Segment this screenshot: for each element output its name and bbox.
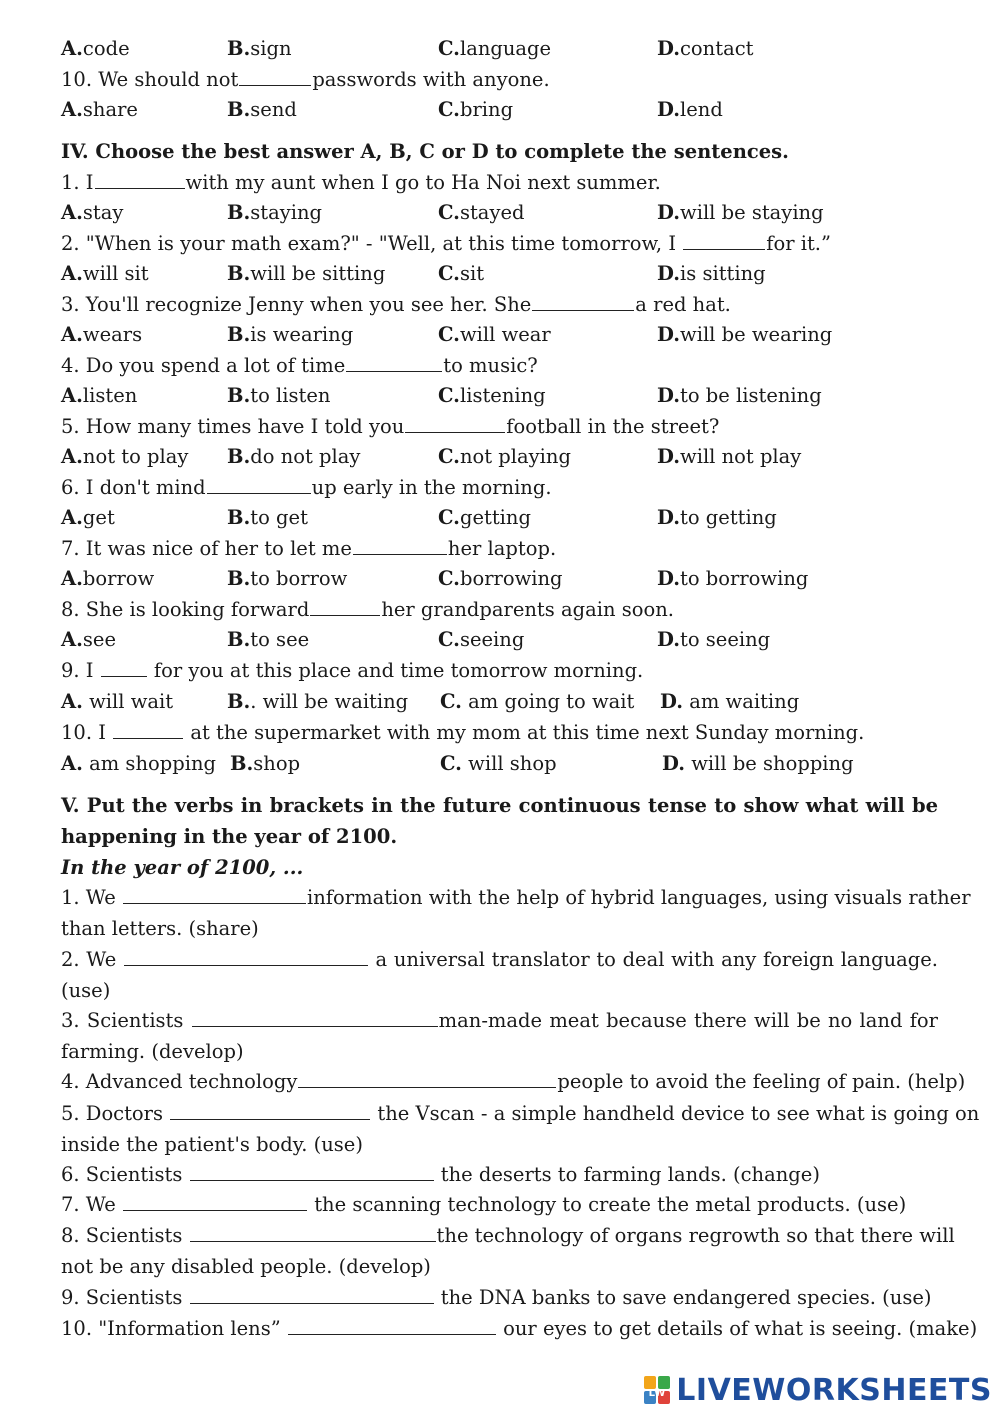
option-c[interactable]: C.language xyxy=(438,37,552,60)
s4-question-10: 10. I at the supermarket with my mom at this time next Sunday morning. xyxy=(61,718,864,748)
answer-blank[interactable] xyxy=(124,945,368,966)
s4-question-4: 4. Do you spend a lot of time to music? xyxy=(61,351,538,381)
answer-blank[interactable] xyxy=(123,883,306,904)
answer-blank[interactable] xyxy=(683,229,765,250)
answer-blank[interactable] xyxy=(310,595,380,616)
s4-question-5: 5. How many times have I told you football in the street? xyxy=(61,412,719,442)
option-d[interactable]: D.lend xyxy=(657,98,723,121)
s5-question-3: 3. Scientists man-made meat because there will be no land for xyxy=(61,1006,938,1036)
answer-blank[interactable] xyxy=(123,1190,307,1211)
option-a[interactable]: A.share xyxy=(61,98,138,121)
answer-blank[interactable] xyxy=(239,65,311,86)
s5-question-9: 9. Scientists the DNA banks to save endangered species. (use) xyxy=(61,1283,932,1313)
s4-question-1: 1. I with my aunt when I go to Ha Noi next summer. xyxy=(61,168,661,198)
option-c[interactable]: C. am going to wait xyxy=(440,690,635,713)
option-a[interactable]: A.get xyxy=(61,506,115,529)
s5-question-1-cont: than letters. (share) xyxy=(61,917,259,940)
option-b[interactable]: B.to borrow xyxy=(227,567,348,590)
option-d[interactable]: D. am waiting xyxy=(660,690,800,713)
s4-question-9: 9. I for you at this place and time tomorrow morning. xyxy=(61,656,643,686)
option-b[interactable]: B.to get xyxy=(227,506,308,529)
option-b[interactable]: B.to listen xyxy=(227,384,331,407)
option-d[interactable]: D. will be shopping xyxy=(662,752,854,775)
option-b[interactable]: B.is wearing xyxy=(227,323,354,346)
s4-question-6: 6. I don't mind up early in the morning. xyxy=(61,473,552,503)
answer-blank[interactable] xyxy=(532,290,634,311)
s5-question-1: 1. We information with the help of hybrid languages, using visuals rather xyxy=(61,883,938,913)
answer-blank[interactable] xyxy=(190,1160,434,1181)
s5-question-2: 2. We a universal translator to deal with any foreign language. xyxy=(61,945,938,975)
answer-blank[interactable] xyxy=(190,1283,434,1304)
answer-blank[interactable] xyxy=(298,1067,556,1088)
option-b[interactable]: B.staying xyxy=(227,201,323,224)
answer-blank[interactable] xyxy=(288,1314,496,1335)
option-d[interactable]: D.contact xyxy=(657,37,754,60)
option-d[interactable]: D.to be listening xyxy=(657,384,822,407)
option-a[interactable]: A.stay xyxy=(61,201,124,224)
liveworksheets-logo[interactable] xyxy=(644,1373,992,1407)
option-c[interactable]: C. will shop xyxy=(440,752,557,775)
answer-blank[interactable] xyxy=(113,718,183,739)
s5-question-10: 10. "Information lens” our eyes to get details of what is seeing. (make) xyxy=(61,1314,977,1344)
option-a[interactable]: A. am shopping xyxy=(61,752,216,775)
option-b[interactable]: B.will be sitting xyxy=(227,262,386,285)
s5-question-8: 8. Scientists the technology of organs regrowth so that there will xyxy=(61,1221,938,1251)
answer-blank[interactable] xyxy=(192,1006,438,1027)
option-d[interactable]: D.is sitting xyxy=(657,262,766,285)
option-d[interactable]: D.to borrowing xyxy=(657,567,809,590)
option-a[interactable]: A.code xyxy=(61,37,130,60)
option-a[interactable]: A.listen xyxy=(61,384,138,407)
option-b[interactable]: B.sign xyxy=(227,37,292,60)
option-c[interactable]: C.bring xyxy=(438,98,514,121)
answer-blank[interactable] xyxy=(101,656,147,677)
option-c[interactable]: C.getting xyxy=(438,506,531,529)
s4-question-3: 3. You'll recognize Jenny when you see her. She a red hat. xyxy=(61,290,731,320)
section-4-title: IV. Choose the best answer A, B, C or D to complete the sentences. xyxy=(61,140,789,163)
option-d[interactable]: D.will be staying xyxy=(657,201,824,224)
s5-question-7: 7. We the scanning technology to create the metal products. (use) xyxy=(61,1190,906,1220)
option-b[interactable]: B.do not play xyxy=(227,445,361,468)
option-c[interactable]: C.borrowing xyxy=(438,567,563,590)
liveworksheets-mark-icon xyxy=(644,1376,670,1404)
answer-blank[interactable] xyxy=(346,351,442,372)
s5-question-5: 5. Doctors the Vscan - a simple handheld device to see what is going on xyxy=(61,1099,938,1129)
s5-question-4: 4. Advanced technology people to avoid the feeling of pain. (help) xyxy=(61,1067,965,1097)
question-prev10: 10. We should not passwords with anyone. xyxy=(61,65,550,95)
option-c[interactable]: C.will wear xyxy=(438,323,551,346)
logo-text: LIVEWORKSHEETS xyxy=(676,1372,992,1408)
answer-blank[interactable] xyxy=(207,473,311,494)
section-5-intro: In the year of 2100, ... xyxy=(61,856,304,879)
s5-question-5-cont: inside the patient's body. (use) xyxy=(61,1133,363,1156)
option-d[interactable]: D.to getting xyxy=(657,506,777,529)
option-c[interactable]: C.stayed xyxy=(438,201,525,224)
option-b[interactable]: B.send xyxy=(227,98,297,121)
s5-question-2-cont: (use) xyxy=(61,979,111,1002)
option-c[interactable]: C.not playing xyxy=(438,445,571,468)
option-a[interactable]: A.see xyxy=(61,628,117,651)
option-a[interactable]: A.wears xyxy=(61,323,143,346)
option-b[interactable]: B.. will be waiting xyxy=(227,690,409,713)
option-c[interactable]: C.seeing xyxy=(438,628,525,651)
s5-question-8-cont: not be any disabled people. (develop) xyxy=(61,1255,431,1278)
option-a[interactable]: A. will wait xyxy=(61,690,174,713)
answer-blank[interactable] xyxy=(170,1099,370,1120)
answer-blank[interactable] xyxy=(405,412,505,433)
option-a[interactable]: A.not to play xyxy=(61,445,189,468)
s4-question-7: 7. It was nice of her to let me her laptop. xyxy=(61,534,556,564)
option-b[interactable]: B.shop xyxy=(230,752,301,775)
s4-question-8: 8. She is looking forward her grandparents again soon. xyxy=(61,595,674,625)
option-b[interactable]: B.to see xyxy=(227,628,310,651)
s4-question-2: 2. "When is your math exam?" - "Well, at this time tomorrow, I for it.” xyxy=(61,229,831,259)
section-5-title-line2: happening in the year of 2100. xyxy=(61,825,398,848)
s5-question-6: 6. Scientists the deserts to farming lands. (change) xyxy=(61,1160,820,1190)
option-d[interactable]: D.will be wearing xyxy=(657,323,833,346)
option-a[interactable]: A.will sit xyxy=(61,262,149,285)
option-c[interactable]: C.sit xyxy=(438,262,485,285)
s5-question-3-cont: farming. (develop) xyxy=(61,1040,244,1063)
option-c[interactable]: C.listening xyxy=(438,384,546,407)
option-d[interactable]: D.to seeing xyxy=(657,628,771,651)
section-5-title-line1: V. Put the verbs in brackets in the future continuous tense to show what will be xyxy=(61,794,938,817)
answer-blank[interactable] xyxy=(190,1221,436,1242)
answer-blank[interactable] xyxy=(353,534,447,555)
answer-blank[interactable] xyxy=(95,168,185,189)
option-d[interactable]: D.will not play xyxy=(657,445,802,468)
logo-mark-letters: LW xyxy=(648,1388,666,1399)
option-a[interactable]: A.borrow xyxy=(61,567,155,590)
